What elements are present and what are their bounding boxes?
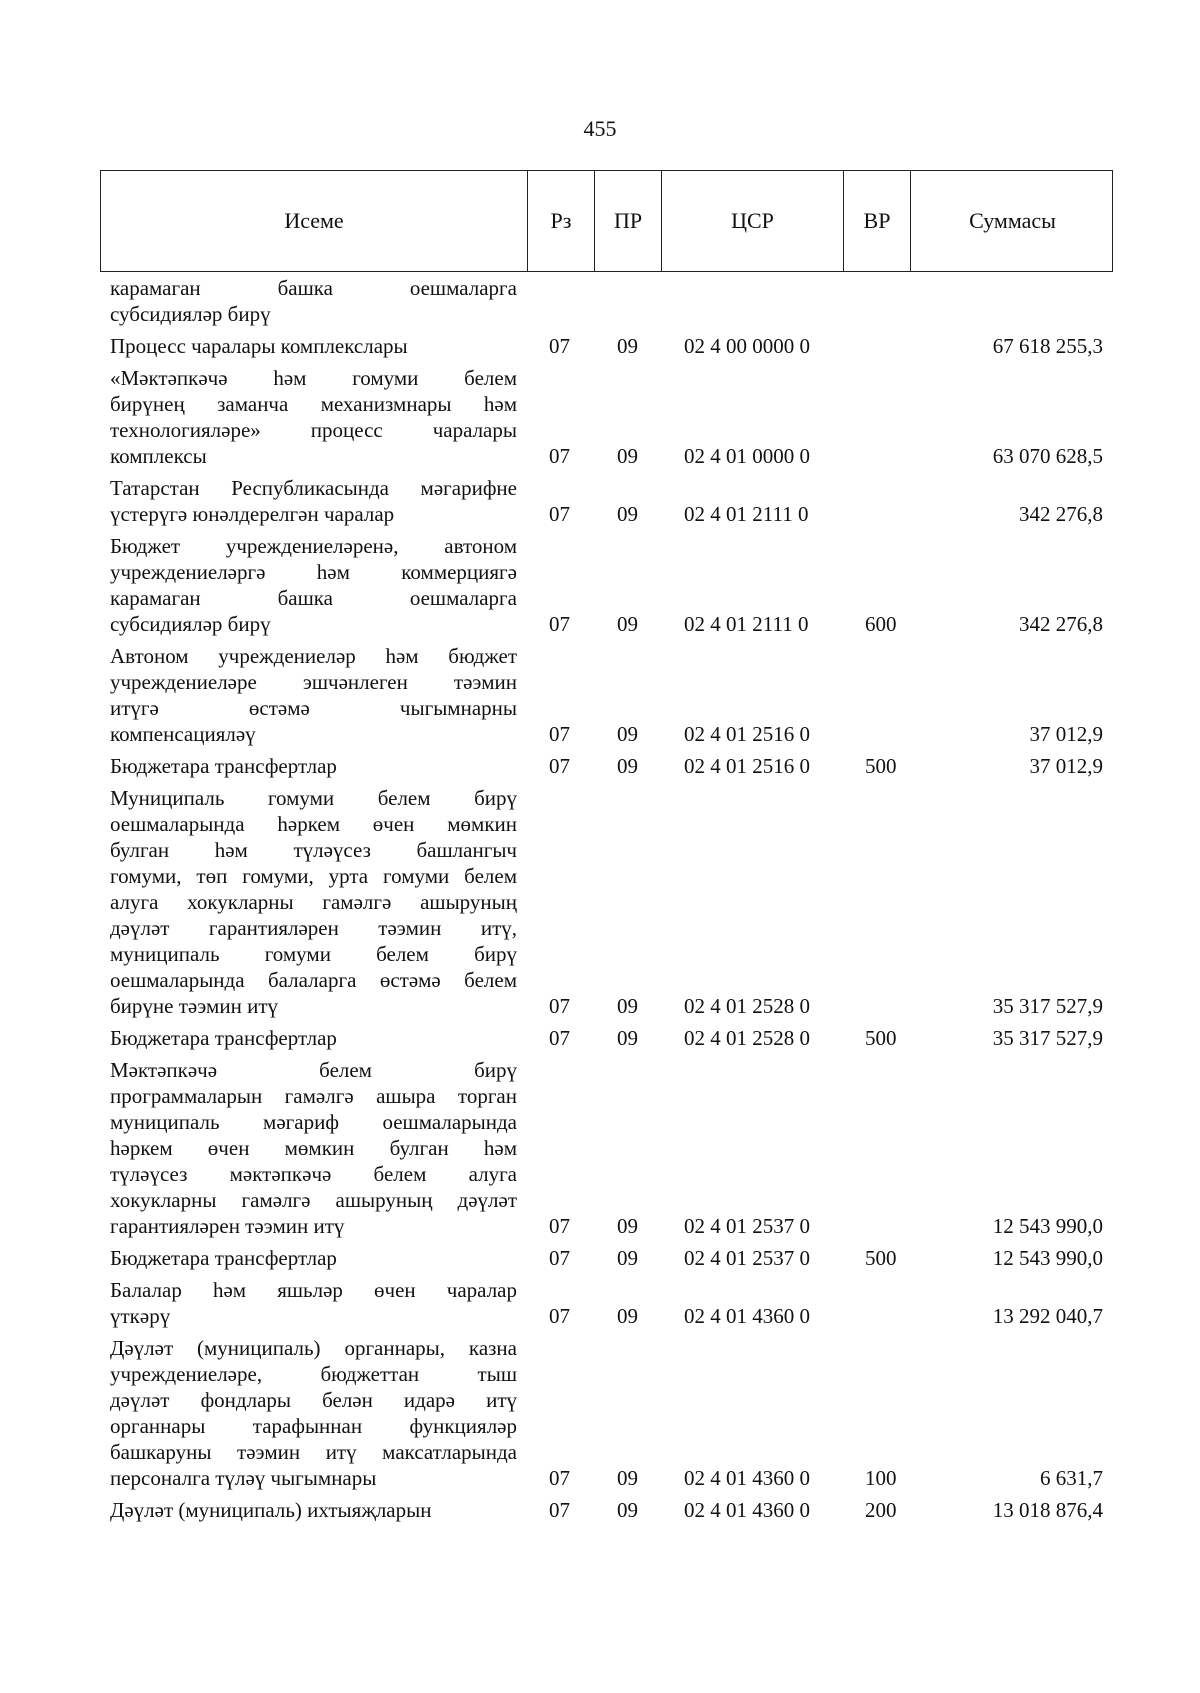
table-row xyxy=(0,643,1200,747)
row-csr: 02 4 01 4360 0 xyxy=(684,1498,810,1522)
row-csr: 02 4 01 2111 0 xyxy=(684,502,809,526)
row-rz: 07 xyxy=(549,1026,570,1050)
row-rz: 07 xyxy=(549,1214,570,1238)
page-number: 455 xyxy=(583,116,617,141)
row-csr: 02 4 01 2516 0 xyxy=(684,722,810,746)
row-rz: 07 xyxy=(549,1466,570,1490)
header-name: Исеме xyxy=(284,208,344,233)
row-csr: 02 4 01 2516 0 xyxy=(684,754,810,778)
row-sum: 13 018 876,4 xyxy=(992,1498,1103,1522)
row-name-line: учреждениеләре, бюджеттан тыш xyxy=(110,1362,517,1386)
row-name-line: Балалар һәм яшьләр өчен чаралар xyxy=(110,1278,517,1302)
table-row xyxy=(0,1025,1200,1051)
table-row xyxy=(0,1245,1200,1271)
table-row xyxy=(0,475,1200,527)
row-pr: 09 xyxy=(617,1246,638,1270)
table-row xyxy=(0,1057,1200,1239)
row-name-line: комплексы xyxy=(110,444,207,468)
row-rz: 07 xyxy=(549,612,570,636)
row-name-line: карамаган башка оешмаларга xyxy=(110,586,517,610)
row-csr: 02 4 01 2528 0 xyxy=(684,1026,810,1050)
row-name-line: бирүнең заманча механизмнары һәм xyxy=(110,392,517,416)
row-vr: 600 xyxy=(865,612,897,636)
row-vr: 500 xyxy=(865,1246,897,1270)
header-sum: Суммасы xyxy=(910,171,1114,271)
row-name-line: үткәрү xyxy=(110,1304,171,1328)
row-sum: 63 070 628,5 xyxy=(992,444,1103,468)
row-rz: 07 xyxy=(549,754,570,778)
row-name-line: субсидияләр бирү xyxy=(110,302,271,326)
row-vr: 100 xyxy=(865,1466,897,1490)
row-sum: 37 012,9 xyxy=(1029,722,1103,746)
row-csr: 02 4 01 4360 0 xyxy=(684,1304,810,1328)
table-row xyxy=(0,333,1200,359)
row-name xyxy=(110,643,517,747)
row-csr: 02 4 00 0000 0 xyxy=(684,334,810,358)
row-vr: 500 xyxy=(865,754,897,778)
row-rz: 07 xyxy=(549,334,570,358)
row-name-line: дәүләт фондлары белән идарә итү xyxy=(110,1388,517,1412)
row-csr: 02 4 01 2537 0 xyxy=(684,1246,810,1270)
row-vr: 200 xyxy=(865,1498,897,1522)
row-sum: 67 618 255,3 xyxy=(992,334,1103,358)
row-pr: 09 xyxy=(617,994,638,1018)
row-name-line: учреждениеләре эшчәнлеген тәэмин xyxy=(110,670,517,694)
row-name-line: муниципаль мәгариф оешмаларында xyxy=(110,1110,517,1134)
row-sum: 342 276,8 xyxy=(1019,502,1103,526)
row-name-line: муниципаль гомуми белем бирү xyxy=(110,942,517,966)
row-pr: 09 xyxy=(617,1214,638,1238)
row-name-line: алуга хокукларны гамәлгә ашыруның xyxy=(110,890,517,914)
row-sum: 12 543 990,0 xyxy=(992,1214,1103,1238)
row-name-line: Процесс чаралары комплекслары xyxy=(110,334,408,358)
row-rz: 07 xyxy=(549,1246,570,1270)
row-name xyxy=(110,333,517,359)
row-name-line: карамаган башка оешмаларга xyxy=(110,276,517,300)
row-csr: 02 4 01 4360 0 xyxy=(684,1466,810,1490)
row-sum: 12 543 990,0 xyxy=(992,1246,1103,1270)
row-name-line: Бюджетара трансфертлар xyxy=(110,1246,337,1270)
table-row xyxy=(0,275,1200,327)
header-vr: ВР xyxy=(843,171,910,271)
row-pr: 09 xyxy=(617,444,638,468)
row-name-line: Бюджетара трансфертлар xyxy=(110,1026,337,1050)
row-name xyxy=(110,1057,517,1239)
row-name-line: оешмаларында балаларга өстәмә белем xyxy=(110,968,517,992)
table-row xyxy=(0,533,1200,637)
row-name-line: итүгә өстәмә чыгымнарны xyxy=(110,696,517,720)
row-rz: 07 xyxy=(549,994,570,1018)
row-name xyxy=(110,753,517,779)
row-name xyxy=(110,475,517,527)
row-name xyxy=(110,1335,517,1491)
row-pr: 09 xyxy=(617,334,638,358)
row-name-line: башкаруны тәэмин итү максатларында xyxy=(110,1440,517,1464)
row-rz: 07 xyxy=(549,502,570,526)
row-name-line: субсидияләр бирү xyxy=(110,612,271,636)
row-sum: 35 317 527,9 xyxy=(992,1026,1103,1050)
table-header xyxy=(100,170,1113,272)
row-pr: 09 xyxy=(617,754,638,778)
row-csr: 02 4 01 2537 0 xyxy=(684,1214,810,1238)
table-row xyxy=(0,753,1200,779)
row-pr: 09 xyxy=(617,1466,638,1490)
row-name-line: Дәүләт (муниципаль) органнары, казна xyxy=(110,1336,517,1360)
row-name-line: Бюджет учреждениеләренә, автоном xyxy=(110,534,517,558)
row-rz: 07 xyxy=(549,444,570,468)
row-name xyxy=(110,533,517,637)
row-name xyxy=(110,1245,517,1271)
row-name-line: бирүне тәэмин итү xyxy=(110,994,278,1018)
row-name-line: «Мәктәпкәчә һәм гомуми белем xyxy=(110,366,517,390)
row-sum: 342 276,8 xyxy=(1019,612,1103,636)
row-name xyxy=(110,785,517,1019)
row-name-line: Мәктәпкәчә белем бирү xyxy=(110,1058,517,1082)
row-name-line: Автоном учреждениеләр һәм бюджет xyxy=(110,644,517,668)
row-name xyxy=(110,275,517,327)
row-rz: 07 xyxy=(549,1304,570,1328)
header-rz: Рз xyxy=(527,171,594,271)
row-name-line: булган һәм түләүсез башлангыч xyxy=(110,838,517,862)
row-csr: 02 4 01 0000 0 xyxy=(684,444,810,468)
row-vr: 500 xyxy=(865,1026,897,1050)
row-name-line: гомуми, төп гомуми, урта гомуми белем xyxy=(110,864,517,888)
row-sum: 37 012,9 xyxy=(1029,754,1103,778)
row-rz: 07 xyxy=(549,722,570,746)
row-pr: 09 xyxy=(617,1498,638,1522)
row-name-line: оешмаларында һәркем өчен мөмкин xyxy=(110,812,517,836)
row-name-line: персоналга түләү чыгымнары xyxy=(110,1466,377,1490)
row-sum: 13 292 040,7 xyxy=(992,1304,1103,1328)
table-row xyxy=(0,365,1200,469)
row-name-line: Татарстан Республикасында мәгарифне xyxy=(110,476,517,500)
row-name-line: программаларын гамәлгә ашыра торган xyxy=(110,1084,517,1108)
row-name-line: үстерүгә юнәлдерелгән чаралар xyxy=(110,502,395,526)
header-csr: ЦСР xyxy=(661,171,843,271)
row-sum: 6 631,7 xyxy=(1040,1466,1103,1490)
row-name xyxy=(110,1277,517,1329)
table-row xyxy=(0,1335,1200,1491)
row-csr: 02 4 01 2528 0 xyxy=(684,994,810,1018)
row-name-line: Муниципаль гомуми белем бирү xyxy=(110,786,517,810)
row-name xyxy=(110,1497,517,1523)
row-name-line: Бюджетара трансфертлар xyxy=(110,754,337,778)
row-name-line: гарантияләрен тәэмин итү xyxy=(110,1214,345,1238)
table-row xyxy=(0,1497,1200,1523)
row-pr: 09 xyxy=(617,502,638,526)
row-name xyxy=(110,1025,517,1051)
row-name-line: түләүсез мәктәпкәчә белем алуга xyxy=(110,1162,517,1186)
row-name-line: компенсацияләү xyxy=(110,722,256,746)
row-name-line: учреждениеләргә һәм коммерциягә xyxy=(110,560,517,584)
row-pr: 09 xyxy=(617,1304,638,1328)
row-sum: 35 317 527,9 xyxy=(992,994,1103,1018)
row-csr: 02 4 01 2111 0 xyxy=(684,612,809,636)
row-name-line: органнары тарафыннан функцияләр xyxy=(110,1414,517,1438)
row-rz: 07 xyxy=(549,1498,570,1522)
row-name xyxy=(110,365,517,469)
row-name-line: дәүләт гарантияләрен тәэмин итү, xyxy=(110,916,517,940)
row-pr: 09 xyxy=(617,612,638,636)
row-name-line: технологияләре» процесс чаралары xyxy=(110,418,517,442)
row-pr: 09 xyxy=(617,722,638,746)
table-row xyxy=(0,785,1200,1019)
table-row xyxy=(0,1277,1200,1329)
row-pr: 09 xyxy=(617,1026,638,1050)
row-name-line: Дәүләт (муниципаль) ихтыяҗларын xyxy=(110,1498,432,1522)
row-name-line: һәркем өчен мөмкин булган һәм xyxy=(110,1136,517,1160)
header-pr: ПР xyxy=(594,171,661,271)
row-name-line: хокукларны гамәлгә ашыруның дәүләт xyxy=(110,1188,517,1212)
